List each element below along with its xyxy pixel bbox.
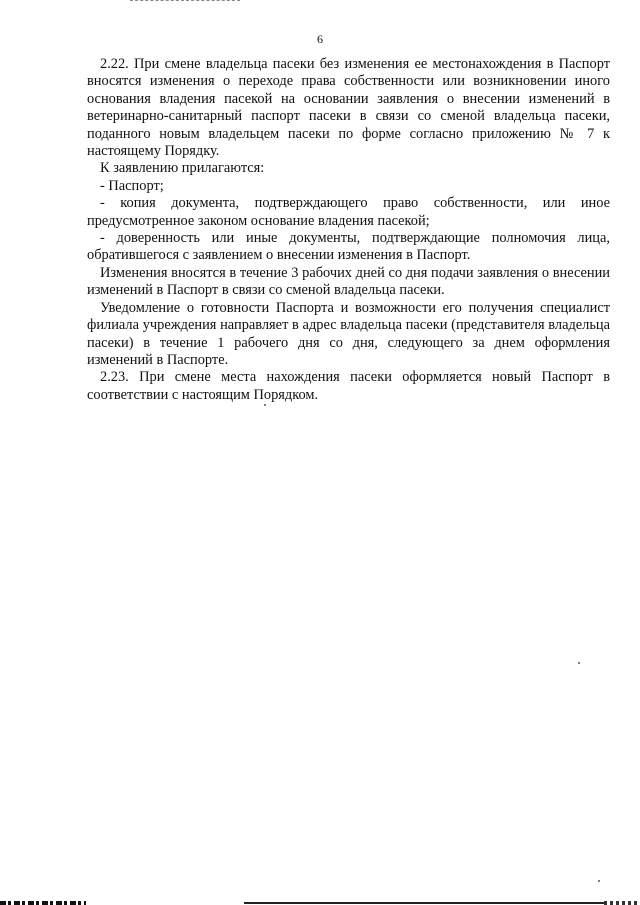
paragraph-notification: Уведомление о готовности Паспорта и возможности его получения специалист филиала учреждения направляет в адрес владельца пасеки (представителя владельца пасеки) в течение 1 рабочего дня со дня, следующего за днем оформления изменений в Паспорте.: [87, 299, 610, 368]
paragraph-2-22: 2.22. При смене владельца пасеки без изменения ее местонахождения в Паспорт вносятся изменения о переходе права собственности или возникновении иного основания владения пасекой на основании заявления о внесении изменений в ветеринарно-санитарный паспорт пасеки в связи со сменой владельца пасеки, поданного новым владельцем пасеки по форме согласно приложению № 7 к настоящему Порядку.: [87, 56, 610, 160]
attachment-item-ownership-copy: - копия документа, подтверждающего право собственности, или иное предусмотренное законом основание владения пасекой;: [87, 195, 610, 229]
document-body: [87, 56, 610, 404]
scan-artifact-bottom-left: [0, 901, 86, 905]
scan-speck: [264, 404, 266, 406]
attachment-item-passport: - Паспорт;: [100, 177, 164, 194]
paragraph-2-23: 2.23. При смене места нахождения пасеки оформляется новый Паспорт в соответствии с настоящим Порядком.: [87, 369, 610, 403]
attachments-intro: К заявлению прилагаются:: [100, 160, 265, 177]
paragraph-changes-term: Изменения вносятся в течение 3 рабочих дней со дня подачи заявления о внесении изменений в Паспорт в связи со сменой владельца пасеки.: [87, 264, 610, 299]
page-number: 6: [317, 32, 323, 46]
scan-speck: [598, 880, 600, 882]
scan-speck: [578, 662, 580, 664]
scan-artifact-bottom-right: [604, 901, 640, 905]
attachment-item-power-of-attorney: - доверенность или иные документы, подтверждающие полномочия лица, обратившегося с заявлением о внесении изменения в Паспорт.: [87, 230, 610, 264]
scan-artifact-top: [130, 0, 240, 2]
scan-artifact-bottom-line: [244, 902, 604, 904]
